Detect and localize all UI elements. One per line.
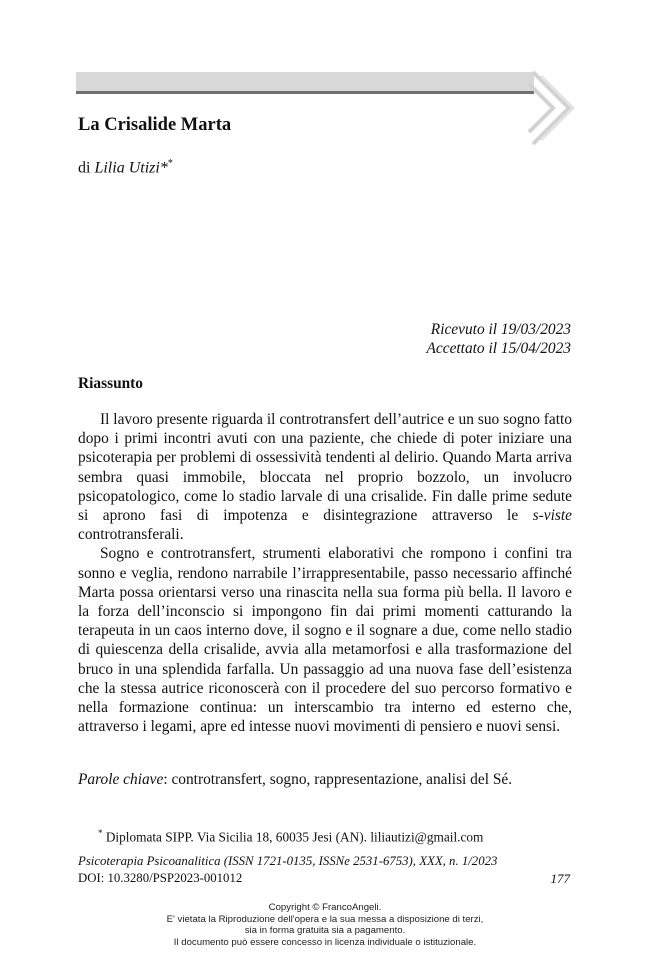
keywords-text: : controtransfert, sogno, rappresentazione, analisi del Sé.	[163, 771, 513, 788]
abstract-heading: Riassunto	[78, 375, 144, 392]
keywords	[78, 771, 572, 789]
byline-prefix: di	[78, 159, 95, 177]
page-number: 177	[550, 871, 570, 886]
author-footnote-mark: *	[167, 158, 173, 169]
abstract-p1-end: controtransferali.	[78, 526, 184, 544]
byline	[78, 158, 173, 177]
header-rule	[76, 91, 534, 94]
abstract-body	[78, 410, 572, 736]
copyright-notice	[0, 902, 650, 948]
header-band	[76, 72, 534, 91]
copyright-line: E' vietata la Riproduzione dell'opera e la sua messa a disposizione di terzi,	[166, 913, 484, 925]
keywords-label: Parole chiave	[78, 771, 164, 788]
abstract-paragraph-1	[78, 410, 572, 544]
copyright-line: Copyright © FrancoAngeli.	[268, 902, 382, 913]
doi: DOI: 10.3280/PSP2023-001012	[78, 871, 243, 885]
received-date: Ricevuto il 19/03/2023	[430, 321, 571, 338]
footnote-text: Diplomata SIPP. Via Sicilia 18, 60035 Jesi (AN). liliautizi@gmail.com	[102, 829, 484, 845]
copyright-line: sia in forma gratuita sia a pagamento.	[244, 925, 406, 937]
journal-citation: Psicoterapia Psicoanalitica (ISSN 1721-0135, ISSNe 2531-6753), XXX, n. 1/2023	[78, 854, 498, 868]
abstract-p1-italic: s-viste	[532, 507, 572, 525]
author-name: Lilia Utizi*	[94, 159, 168, 177]
abstract-p1-text: Il lavoro presente riguarda il controtransfert dell’autrice e un suo sogno fatto dopo i primi incontri avuti con una paziente, che chiede di poter iniziare una psicoterapia per problemi di ossessività tendenti al delirio. Quando Marta arriva sembra quasi immobile, bloccata nel proprio bozzolo, un involucro psicopatologico, come lo stadio larvale di una crisalide. Fin dalle prime sedute si aprono fasi di impotenza e disintegrazione attraverso le	[78, 411, 572, 525]
footnote-mark: *	[98, 828, 103, 838]
chevron-arrows-icon	[527, 66, 577, 150]
article-title: La Crisalide Marta	[78, 115, 232, 135]
submission-dates	[427, 320, 571, 358]
abstract-paragraph-2: Sogno e controtransfert, strumenti elaborativi che rompono i confini tra sonno e veglia, rendono narrabile l’irrappresentabile, passo necessario affinché Marta possa orientarsi verso una rinascita nella sua forma più bella. Il lavoro e la forza dell’inconscio si impongono fin dai primi momenti catturando la terapeuta in un caos interno dove, il sogno e il sognare a due, come nello stadio di quiescenza della crisalide, avvia alla metamorfosi e alla trasformazione del bruco in una splendida farfalla. Un passaggio ad una nuova fase dell’esistenza che la stessa autrice riconoscerà con il procedere del suo percorso formativo e nella formazione continua: un interscambio tra interno ed esterno che, attraverso i legami, apre ed intesse nuovi movimenti di pensiero e nuovi sensi.	[78, 545, 572, 736]
author-footnote	[98, 828, 483, 845]
copyright-line: Il documento può essere concesso in licenza individuale o istituzionale.	[173, 936, 477, 948]
accepted-date: Accettato il 15/04/2023	[426, 340, 571, 357]
